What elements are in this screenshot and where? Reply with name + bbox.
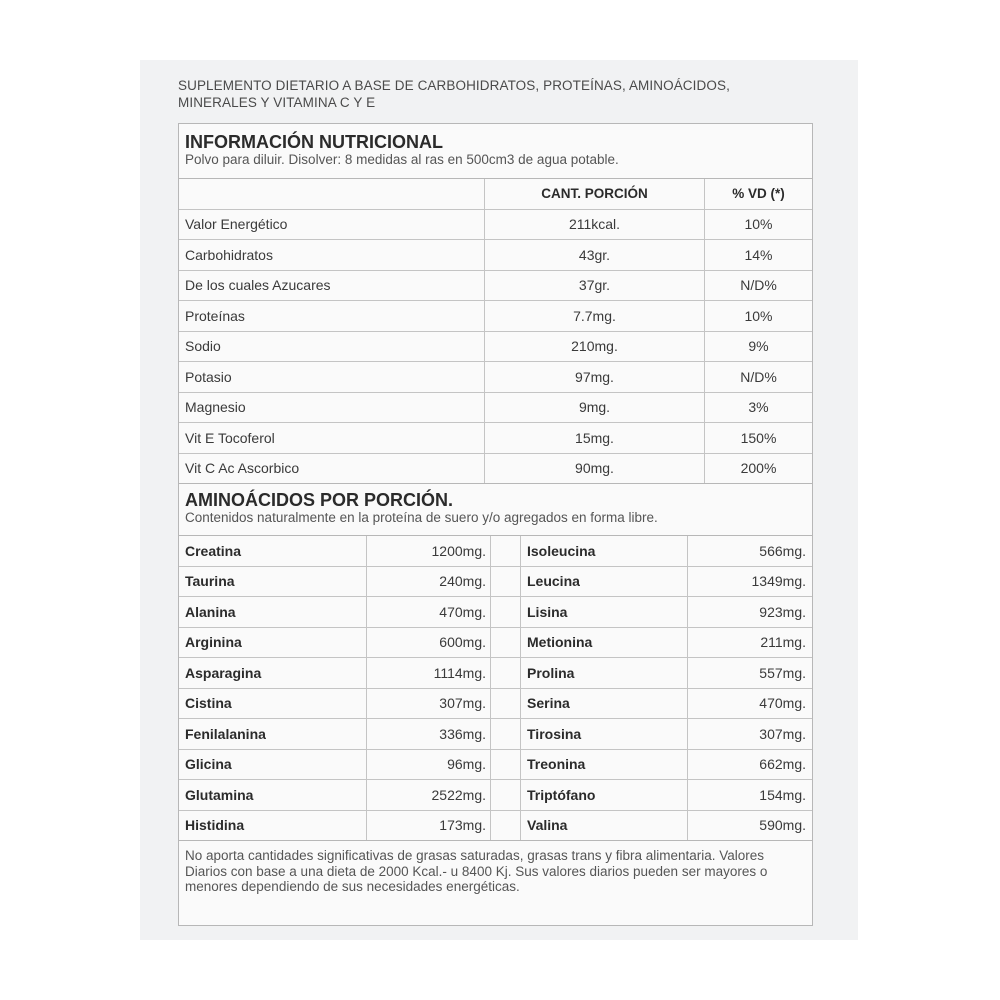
- amino-amount: 662mg.: [759, 756, 806, 773]
- nutrient-vd: 200%: [740, 460, 777, 477]
- column-divider: [491, 780, 521, 810]
- column-divider: [491, 750, 521, 780]
- portion-column-header: CANT. PORCIÓN: [485, 179, 705, 209]
- nutrient-amount: 15mg.: [485, 423, 705, 453]
- nutrient-amount: 211kcal.: [485, 210, 705, 240]
- amino-name: Fenilalanina: [179, 719, 367, 749]
- amino-name: Glicina: [179, 750, 367, 780]
- column-divider: [491, 658, 521, 688]
- nutrient-amount: 37gr.: [485, 271, 705, 301]
- nutrition-info-subtitle: Polvo para diluir. Disolver: 8 medidas al ras en 500cm3 de agua potable.: [185, 152, 619, 167]
- nutrient-vd: 150%: [740, 429, 777, 446]
- amino-amount: 240mg.: [367, 567, 491, 597]
- nutrient-name: Valor Energético: [179, 210, 485, 240]
- amino-amount: 2522mg.: [367, 780, 491, 810]
- amino-amount: 600mg.: [367, 628, 491, 658]
- column-divider: [491, 536, 521, 566]
- amino-section-title: AMINOÁCIDOS POR PORCIÓN.: [185, 490, 454, 510]
- amino-row: [179, 567, 812, 598]
- nutrient-vd: 3%: [748, 399, 769, 416]
- amino-name: Creatina: [179, 536, 367, 566]
- amino-row: [179, 628, 812, 659]
- nutrient-name: Proteínas: [179, 301, 485, 331]
- nutrient-row: [179, 423, 812, 454]
- amino-row: [179, 780, 812, 811]
- amino-name: Isoleucina: [521, 536, 688, 566]
- amino-amount: 307mg.: [367, 689, 491, 719]
- nutrient-vd: 9%: [748, 338, 769, 355]
- nutrient-vd: 10%: [744, 216, 773, 233]
- nutrient-row: [179, 210, 812, 241]
- nutrient-name: Carbohidratos: [179, 240, 485, 270]
- nutrient-amount: 90mg.: [485, 454, 705, 484]
- amino-amount: 173mg.: [367, 811, 491, 841]
- amino-section-subtitle: Contenidos naturalmente en la proteína de suero y/o agregados en forma libre.: [185, 510, 658, 525]
- product-description-line1: SUPLEMENTO DIETARIO A BASE DE CARBOHIDRATOS, PROTEÍNAS, AMINOÁCIDOS,: [178, 78, 730, 93]
- amino-name: Metionina: [521, 628, 688, 658]
- amino-name: Treonina: [521, 750, 688, 780]
- amino-amount: 1349mg.: [751, 573, 806, 590]
- amino-name: Prolina: [521, 658, 688, 688]
- nutrition-info-title: INFORMACIÓN NUTRICIONAL: [185, 132, 443, 152]
- product-description: [178, 77, 818, 111]
- nutrient-name: Vit E Tocoferol: [179, 423, 485, 453]
- nutrient-row: [179, 271, 812, 302]
- amino-amount: 470mg.: [367, 597, 491, 627]
- amino-name: Arginina: [179, 628, 367, 658]
- amino-amount: 590mg.: [759, 817, 806, 834]
- amino-row: [179, 689, 812, 720]
- column-divider: [491, 811, 521, 841]
- nutrient-amount: 7.7mg.: [485, 301, 705, 331]
- amino-name: Leucina: [521, 567, 688, 597]
- amino-amount: 923mg.: [759, 603, 806, 620]
- nutrient-vd: 10%: [744, 307, 773, 324]
- amino-amount: 211mg.: [760, 634, 806, 651]
- nutrient-row: [179, 454, 812, 485]
- nutrient-row: [179, 332, 812, 363]
- amino-amount: 1114mg.: [367, 658, 491, 688]
- column-divider: [491, 597, 521, 627]
- nutrient-name: Sodio: [179, 332, 485, 362]
- amino-name: Serina: [521, 689, 688, 719]
- nutrient-row: [179, 240, 812, 271]
- column-divider: [491, 719, 521, 749]
- amino-name: Histidina: [179, 811, 367, 841]
- nutrient-amount: 9mg.: [485, 393, 705, 423]
- nutrient-name: De los cuales Azucares: [179, 271, 485, 301]
- nutrient-name: Magnesio: [179, 393, 485, 423]
- amino-name: Alanina: [179, 597, 367, 627]
- amino-amount: 96mg.: [367, 750, 491, 780]
- amino-name: Valina: [521, 811, 688, 841]
- amino-row: [179, 658, 812, 689]
- amino-name: Tirosina: [521, 719, 688, 749]
- amino-amount: 1200mg.: [367, 536, 491, 566]
- column-divider: [491, 567, 521, 597]
- nutrient-name: Potasio: [179, 362, 485, 392]
- amino-name: Asparagina: [179, 658, 367, 688]
- amino-amount: 336mg.: [367, 719, 491, 749]
- nutrient-row: [179, 362, 812, 393]
- nutrient-vd: 14%: [744, 246, 773, 263]
- amino-amount: 566mg.: [759, 542, 806, 559]
- amino-name: Taurina: [179, 567, 367, 597]
- column-divider: [491, 628, 521, 658]
- nutrient-row: [179, 301, 812, 332]
- nutrient-vd: N/D%: [740, 277, 777, 294]
- footnote: No aporta cantidades significativas de grasas saturadas, grasas trans y fibra alimentaria. Valores Diarios con base a una dieta de 2000 Kcal.- u 8400 Kj. Sus valores diarios pueden ser mayores o menores dependiendo de sus necesidades energéticas.: [185, 848, 768, 894]
- amino-name: Triptófano: [521, 780, 688, 810]
- amino-name: Glutamina: [179, 780, 367, 810]
- product-description-line2: MINERALES Y VITAMINA C Y E: [178, 95, 376, 110]
- amino-amount: 557mg.: [759, 664, 806, 681]
- amino-section-header: [179, 484, 812, 536]
- nutrition-label: [178, 123, 813, 926]
- nutrition-info-header: [179, 124, 812, 179]
- amino-row: [179, 750, 812, 781]
- nutrient-amount: 97mg.: [485, 362, 705, 392]
- amino-row: [179, 536, 812, 567]
- amino-row: [179, 597, 812, 628]
- nutrient-row: [179, 393, 812, 424]
- amino-amount: 307mg.: [759, 725, 806, 742]
- nutrient-vd: N/D%: [740, 368, 777, 385]
- nutrient-column-header: [179, 179, 485, 209]
- amino-name: Cistina: [179, 689, 367, 719]
- amino-amount: 470mg.: [759, 695, 806, 712]
- amino-name: Lisina: [521, 597, 688, 627]
- amino-amount: 154mg.: [759, 786, 806, 803]
- nutrient-name: Vit C Ac Ascorbico: [179, 454, 485, 484]
- nutrient-amount: 210mg.: [485, 332, 705, 362]
- amino-row: [179, 719, 812, 750]
- nutrient-amount: 43gr.: [485, 240, 705, 270]
- amino-row: [179, 811, 812, 842]
- vd-column-header: % VD (*): [732, 186, 785, 202]
- column-divider: [491, 689, 521, 719]
- nutrition-column-headers: [179, 179, 812, 210]
